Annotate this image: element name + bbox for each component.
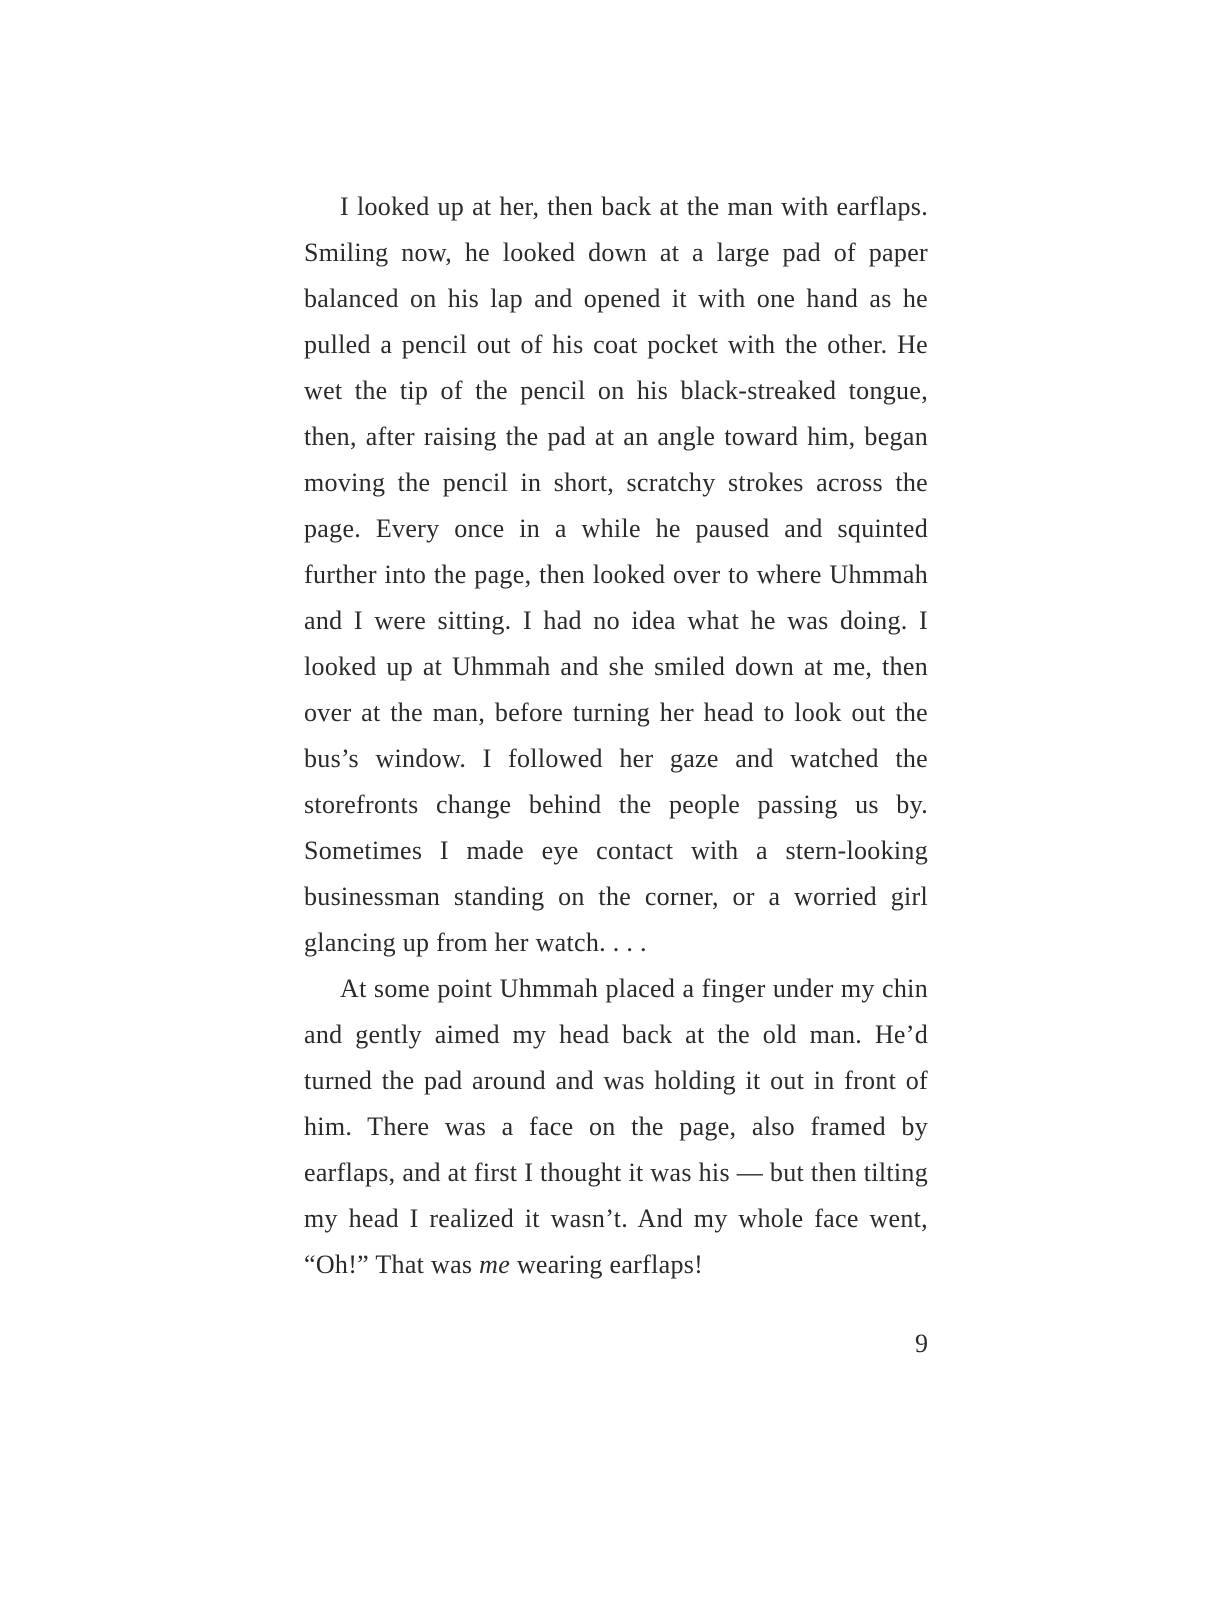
page-number: 9 [915,1329,928,1358]
paragraph-1-text: I looked up at her, then back at the man with earflaps. Smiling now, he looked down at a large pad of paper balanced on his lap and opened it with one hand as he pulled a pencil out of his coat pocket with the other. He wet the tip of the pencil on his black-streaked tongue, then, after raising the pad at an angle toward him, began moving the pencil in short, scratchy strokes across the page. Every once in a while he paused and squinted further into the page, then looked over to where Uhmmah and I were sitting. I had no idea what he was doing. I looked up at Uhmmah and she smiled down at me, then over at the man, before turning her head to look out the bus’s window. I followed her gaze and watched the storefronts change behind the people passing us by. Sometimes I made eye contact with a stern-looking businessman standing on the corner, or a worried girl glancing up from her watch. . . . [304,192,928,957]
paragraph-2-text-after: wearing earflaps! [510,1250,704,1279]
paragraph-2-emphasis: me [479,1250,511,1279]
paragraph-2 [304,966,928,1288]
paragraph-2-text-before: At some point Uhmmah placed a finger under my chin and gently aimed my head back at the old man. He’d turned the pad around and was holding it out in front of him. There was a face on the page, also framed by earflaps, and at first I thought it was his — but then tilting my head I realized it wasn’t. And my whole face went, “Oh!” That was [304,974,928,1279]
paragraph-1 [304,184,928,966]
body-text [304,184,928,1288]
